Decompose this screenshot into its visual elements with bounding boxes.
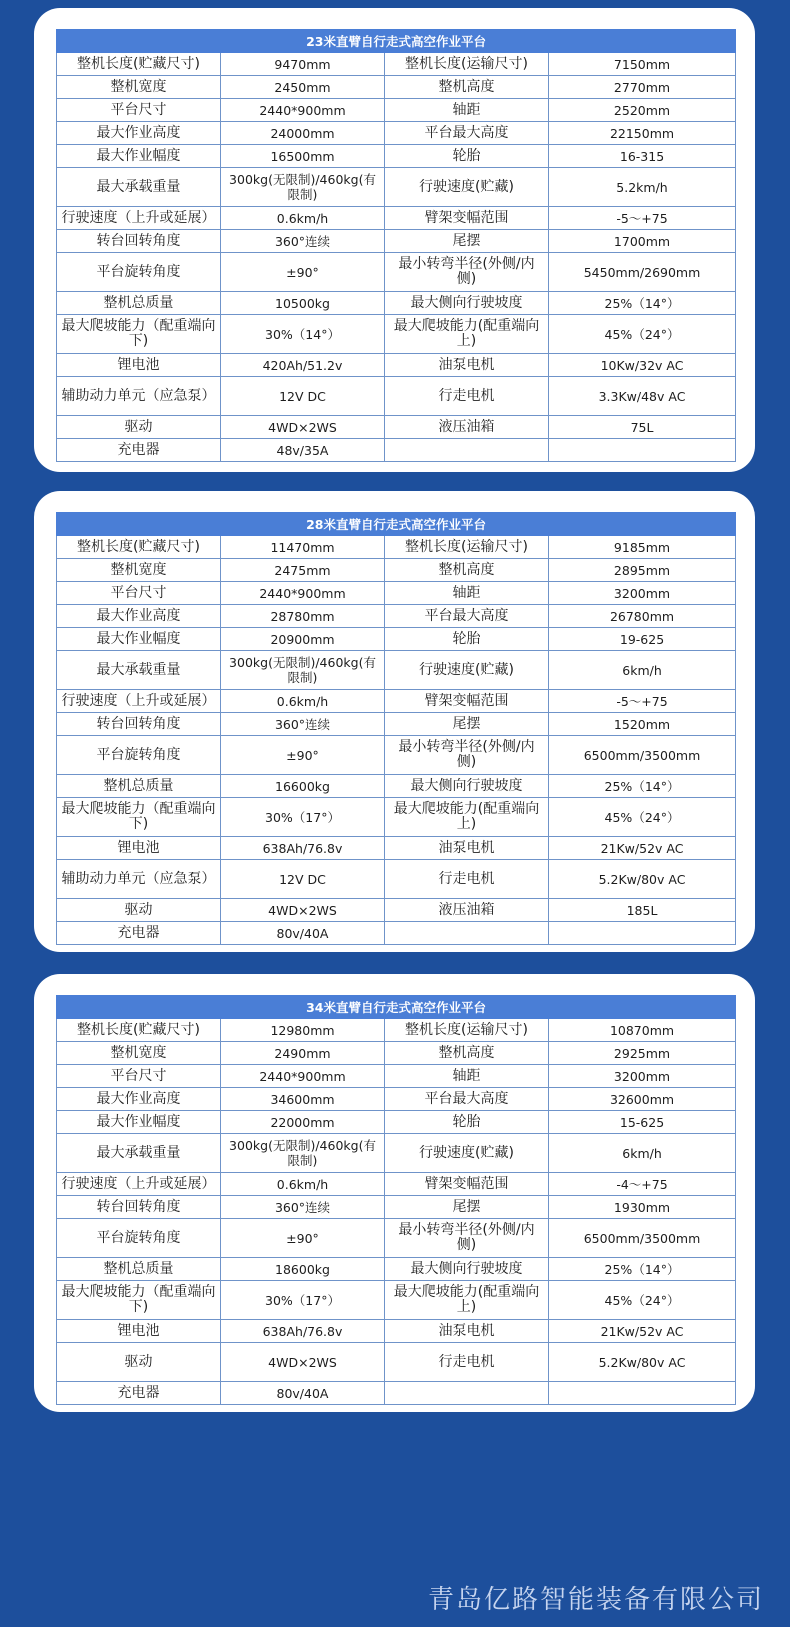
table-row xyxy=(57,1196,736,1219)
spec-value: 18600kg xyxy=(221,1258,385,1281)
spec-value: 3200mm xyxy=(549,582,736,605)
spec-label: 最大侧向行驶坡度 xyxy=(385,775,549,798)
spec-value: 0.6km/h xyxy=(221,690,385,713)
spec-label: 最大承载重量 xyxy=(57,651,221,690)
spec-label: 平台旋转角度 xyxy=(57,253,221,292)
spec-label: 油泵电机 xyxy=(385,1320,549,1343)
table-row xyxy=(57,899,736,922)
spec-label xyxy=(385,1382,549,1405)
spec-value: 638Ah/76.8v xyxy=(221,1320,385,1343)
spec-label: 整机高度 xyxy=(385,76,549,99)
spec-label: 最大爬坡能力(配重端向上) xyxy=(385,1281,549,1320)
spec-value: 2520mm xyxy=(549,99,736,122)
table-title: 34米直臂自行走式高空作业平台 xyxy=(57,996,736,1019)
spec-label: 辅助动力单元（应急泵） xyxy=(57,860,221,899)
spec-value: 25%（14°） xyxy=(549,292,736,315)
spec-value: 22000mm xyxy=(221,1111,385,1134)
spec-label: 最大承载重量 xyxy=(57,168,221,207)
spec-value: 15-625 xyxy=(549,1111,736,1134)
spec-label: 整机长度(贮藏尺寸) xyxy=(57,1019,221,1042)
spec-label: 整机总质量 xyxy=(57,1258,221,1281)
spec-label: 臂架变幅范围 xyxy=(385,690,549,713)
spec-label: 最小转弯半径(外侧/内侧) xyxy=(385,1219,549,1258)
spec-value: 2440*900mm xyxy=(221,1065,385,1088)
spec-label: 转台回转角度 xyxy=(57,1196,221,1219)
spec-label: 辅助动力单元（应急泵） xyxy=(57,377,221,416)
table-row xyxy=(57,628,736,651)
spec-value: ±90° xyxy=(221,736,385,775)
spec-value: 11470mm xyxy=(221,536,385,559)
table-row xyxy=(57,736,736,775)
spec-value: 5.2Kw/80v AC xyxy=(549,860,736,899)
spec-value: 1930mm xyxy=(549,1196,736,1219)
table-row xyxy=(57,168,736,207)
table-row xyxy=(57,860,736,899)
spec-value: 4WD×2WS xyxy=(221,899,385,922)
spec-table-34m xyxy=(56,995,736,1405)
spec-label: 最大作业幅度 xyxy=(57,1111,221,1134)
spec-value: 638Ah/76.8v xyxy=(221,837,385,860)
spec-value: 25%（14°） xyxy=(549,775,736,798)
table-row xyxy=(57,122,736,145)
spec-label: 行走电机 xyxy=(385,860,549,899)
spec-label: 臂架变幅范围 xyxy=(385,1173,549,1196)
spec-value: 45%（24°） xyxy=(549,1281,736,1320)
table-row xyxy=(57,354,736,377)
spec-value: 32600mm xyxy=(549,1088,736,1111)
spec-value: 25%（14°） xyxy=(549,1258,736,1281)
spec-value: 2440*900mm xyxy=(221,582,385,605)
spec-value: 2925mm xyxy=(549,1042,736,1065)
table-row xyxy=(57,1088,736,1111)
spec-label: 最大爬坡能力（配重端向下) xyxy=(57,1281,221,1320)
table-row xyxy=(57,1320,736,1343)
spec-table-23m xyxy=(56,29,736,462)
table-row xyxy=(57,1134,736,1173)
spec-value: 30%（17°） xyxy=(221,1281,385,1320)
table-row xyxy=(57,1173,736,1196)
spec-value: 30%（17°） xyxy=(221,798,385,837)
spec-card-23m xyxy=(34,8,755,472)
spec-label: 最大作业高度 xyxy=(57,122,221,145)
spec-label: 臂架变幅范围 xyxy=(385,207,549,230)
spec-value: 12V DC xyxy=(221,377,385,416)
table-row xyxy=(57,605,736,628)
spec-card-28m xyxy=(34,491,755,952)
spec-label: 平台尺寸 xyxy=(57,582,221,605)
spec-label: 整机总质量 xyxy=(57,292,221,315)
table-row xyxy=(57,1219,736,1258)
table-row xyxy=(57,145,736,168)
spec-label: 转台回转角度 xyxy=(57,713,221,736)
spec-value: 4WD×2WS xyxy=(221,416,385,439)
spec-value: 300kg(无限制)/460kg(有限制) xyxy=(221,651,385,690)
spec-label: 轮胎 xyxy=(385,628,549,651)
spec-value: 2450mm xyxy=(221,76,385,99)
spec-value: 6500mm/3500mm xyxy=(549,736,736,775)
spec-value: 9185mm xyxy=(549,536,736,559)
spec-label: 锂电池 xyxy=(57,354,221,377)
spec-value: 19-625 xyxy=(549,628,736,651)
spec-label: 尾摆 xyxy=(385,713,549,736)
table-row xyxy=(57,1382,736,1405)
spec-label: 整机宽度 xyxy=(57,1042,221,1065)
spec-value: -5～+75 xyxy=(549,690,736,713)
table-row xyxy=(57,1258,736,1281)
spec-value xyxy=(549,1382,736,1405)
spec-card-34m xyxy=(34,974,755,1412)
table-row xyxy=(57,536,736,559)
spec-value xyxy=(549,439,736,462)
spec-value: 300kg(无限制)/460kg(有限制) xyxy=(221,1134,385,1173)
spec-value: 2490mm xyxy=(221,1042,385,1065)
spec-label: 整机长度(运输尺寸) xyxy=(385,1019,549,1042)
spec-label: 充电器 xyxy=(57,1382,221,1405)
spec-label: 整机总质量 xyxy=(57,775,221,798)
spec-label: 平台最大高度 xyxy=(385,1088,549,1111)
spec-label: 最大爬坡能力(配重端向上) xyxy=(385,315,549,354)
spec-value: 6km/h xyxy=(549,1134,736,1173)
table-row xyxy=(57,798,736,837)
spec-label: 锂电池 xyxy=(57,837,221,860)
spec-label: 行驶速度(贮藏) xyxy=(385,1134,549,1173)
spec-value: 16500mm xyxy=(221,145,385,168)
spec-value: 22150mm xyxy=(549,122,736,145)
table-row xyxy=(57,292,736,315)
spec-label xyxy=(385,922,549,945)
spec-label: 最大作业高度 xyxy=(57,1088,221,1111)
table-row xyxy=(57,1343,736,1382)
spec-label: 充电器 xyxy=(57,922,221,945)
spec-label: 驱动 xyxy=(57,416,221,439)
spec-value: 26780mm xyxy=(549,605,736,628)
spec-value: 34600mm xyxy=(221,1088,385,1111)
spec-label: 整机长度(运输尺寸) xyxy=(385,536,549,559)
spec-value: 80v/40A xyxy=(221,1382,385,1405)
spec-value: 6km/h xyxy=(549,651,736,690)
spec-label: 整机宽度 xyxy=(57,76,221,99)
table-row xyxy=(57,559,736,582)
spec-value: 30%（14°） xyxy=(221,315,385,354)
spec-label: 驱动 xyxy=(57,899,221,922)
table-row xyxy=(57,837,736,860)
spec-label: 整机宽度 xyxy=(57,559,221,582)
spec-value: 300kg(无限制)/460kg(有限制) xyxy=(221,168,385,207)
spec-value: ±90° xyxy=(221,253,385,292)
spec-value: 45%（24°） xyxy=(549,315,736,354)
spec-label: 最小转弯半径(外侧/内侧) xyxy=(385,253,549,292)
spec-label: 轴距 xyxy=(385,1065,549,1088)
spec-value: 10Kw/32v AC xyxy=(549,354,736,377)
spec-value: 2440*900mm xyxy=(221,99,385,122)
spec-value: 21Kw/52v AC xyxy=(549,1320,736,1343)
spec-value: 5450mm/2690mm xyxy=(549,253,736,292)
spec-label: 整机长度(贮藏尺寸) xyxy=(57,53,221,76)
spec-value: 7150mm xyxy=(549,53,736,76)
spec-value: 0.6km/h xyxy=(221,1173,385,1196)
spec-label: 最大承载重量 xyxy=(57,1134,221,1173)
spec-value: -5～+75 xyxy=(549,207,736,230)
spec-label: 轮胎 xyxy=(385,145,549,168)
spec-value: 420Ah/51.2v xyxy=(221,354,385,377)
spec-value: 10500kg xyxy=(221,292,385,315)
spec-label: 行驶速度（上升或延展） xyxy=(57,207,221,230)
spec-label: 行驶速度(贮藏) xyxy=(385,651,549,690)
spec-value: 5.2km/h xyxy=(549,168,736,207)
spec-value: 360°连续 xyxy=(221,713,385,736)
spec-label: 最大爬坡能力（配重端向下) xyxy=(57,798,221,837)
spec-label xyxy=(385,439,549,462)
spec-value: 2770mm xyxy=(549,76,736,99)
spec-label: 行走电机 xyxy=(385,377,549,416)
spec-value: ±90° xyxy=(221,1219,385,1258)
table-row xyxy=(57,76,736,99)
table-row xyxy=(57,230,736,253)
spec-value: 2895mm xyxy=(549,559,736,582)
table-row xyxy=(57,1281,736,1320)
spec-label: 平台尺寸 xyxy=(57,1065,221,1088)
table-row xyxy=(57,713,736,736)
table-row xyxy=(57,1019,736,1042)
spec-label: 平台尺寸 xyxy=(57,99,221,122)
spec-label: 最小转弯半径(外侧/内侧) xyxy=(385,736,549,775)
spec-value: 185L xyxy=(549,899,736,922)
spec-label: 行驶速度（上升或延展） xyxy=(57,690,221,713)
spec-label: 整机长度(运输尺寸) xyxy=(385,53,549,76)
spec-value: 0.6km/h xyxy=(221,207,385,230)
spec-label: 驱动 xyxy=(57,1343,221,1382)
table-row xyxy=(57,775,736,798)
spec-label: 轴距 xyxy=(385,582,549,605)
company-name: 青岛亿路智能装备有限公司 xyxy=(427,1585,764,1615)
spec-label: 最大作业高度 xyxy=(57,605,221,628)
table-row xyxy=(57,53,736,76)
spec-value: 4WD×2WS xyxy=(221,1343,385,1382)
spec-label: 平台最大高度 xyxy=(385,122,549,145)
spec-value: 24000mm xyxy=(221,122,385,145)
spec-value: -4～+75 xyxy=(549,1173,736,1196)
spec-label: 整机高度 xyxy=(385,559,549,582)
spec-value: 16600kg xyxy=(221,775,385,798)
spec-label: 平台旋转角度 xyxy=(57,1219,221,1258)
spec-table-28m xyxy=(56,512,736,945)
spec-label: 平台旋转角度 xyxy=(57,736,221,775)
spec-label: 最大作业幅度 xyxy=(57,628,221,651)
spec-value: 20900mm xyxy=(221,628,385,651)
spec-value: 1520mm xyxy=(549,713,736,736)
table-row xyxy=(57,416,736,439)
spec-value: 10870mm xyxy=(549,1019,736,1042)
table-row xyxy=(57,690,736,713)
spec-label: 行走电机 xyxy=(385,1343,549,1382)
spec-value: 16-315 xyxy=(549,145,736,168)
spec-label: 油泵电机 xyxy=(385,354,549,377)
spec-label: 液压油箱 xyxy=(385,416,549,439)
spec-label: 转台回转角度 xyxy=(57,230,221,253)
spec-label: 轴距 xyxy=(385,99,549,122)
spec-value: 2475mm xyxy=(221,559,385,582)
spec-value: 3.3Kw/48v AC xyxy=(549,377,736,416)
spec-value: 45%（24°） xyxy=(549,798,736,837)
spec-label: 最大爬坡能力（配重端向下) xyxy=(57,315,221,354)
spec-value: 80v/40A xyxy=(221,922,385,945)
spec-value: 6500mm/3500mm xyxy=(549,1219,736,1258)
spec-label: 液压油箱 xyxy=(385,899,549,922)
table-row xyxy=(57,377,736,416)
table-row xyxy=(57,439,736,462)
table-row xyxy=(57,315,736,354)
spec-value: 75L xyxy=(549,416,736,439)
spec-label: 最大作业幅度 xyxy=(57,145,221,168)
spec-value: 5.2Kw/80v AC xyxy=(549,1343,736,1382)
spec-value: 3200mm xyxy=(549,1065,736,1088)
spec-label: 油泵电机 xyxy=(385,837,549,860)
spec-value: 28780mm xyxy=(221,605,385,628)
spec-value: 12V DC xyxy=(221,860,385,899)
table-row xyxy=(57,253,736,292)
spec-value: 9470mm xyxy=(221,53,385,76)
spec-label: 轮胎 xyxy=(385,1111,549,1134)
spec-value: 1700mm xyxy=(549,230,736,253)
spec-label: 行驶速度（上升或延展） xyxy=(57,1173,221,1196)
table-row xyxy=(57,922,736,945)
table-row xyxy=(57,651,736,690)
spec-value: 360°连续 xyxy=(221,1196,385,1219)
spec-label: 整机高度 xyxy=(385,1042,549,1065)
spec-label: 最大侧向行驶坡度 xyxy=(385,292,549,315)
spec-label: 最大侧向行驶坡度 xyxy=(385,1258,549,1281)
spec-value: 21Kw/52v AC xyxy=(549,837,736,860)
spec-value xyxy=(549,922,736,945)
spec-label: 行驶速度(贮藏) xyxy=(385,168,549,207)
table-row xyxy=(57,207,736,230)
table-row xyxy=(57,582,736,605)
table-row xyxy=(57,1111,736,1134)
table-row xyxy=(57,99,736,122)
spec-label: 尾摆 xyxy=(385,230,549,253)
spec-label: 平台最大高度 xyxy=(385,605,549,628)
table-title: 28米直臂自行走式高空作业平台 xyxy=(57,513,736,536)
spec-value: 360°连续 xyxy=(221,230,385,253)
spec-value: 48v/35A xyxy=(221,439,385,462)
spec-label: 最大爬坡能力(配重端向上) xyxy=(385,798,549,837)
spec-value: 12980mm xyxy=(221,1019,385,1042)
table-row xyxy=(57,1065,736,1088)
table-row xyxy=(57,1042,736,1065)
spec-label: 整机长度(贮藏尺寸) xyxy=(57,536,221,559)
table-title: 23米直臂自行走式高空作业平台 xyxy=(57,30,736,53)
spec-label: 充电器 xyxy=(57,439,221,462)
spec-label: 锂电池 xyxy=(57,1320,221,1343)
spec-label: 尾摆 xyxy=(385,1196,549,1219)
